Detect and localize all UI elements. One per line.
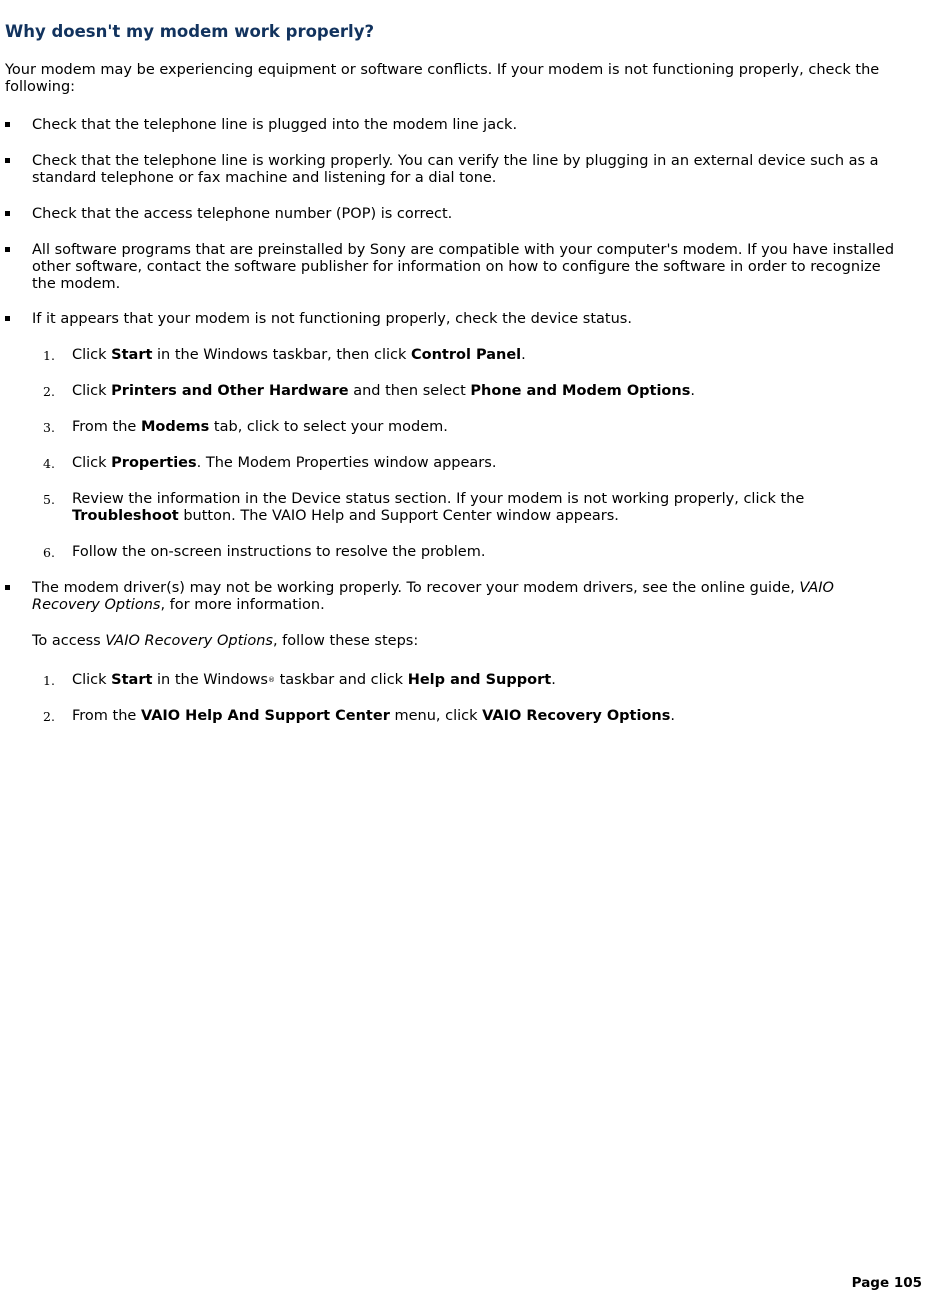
bullet-square-icon — [5, 122, 10, 127]
bullet-text: The modem driver(s) may not be working properly. To recover your modem drivers, see the online guide, VAIO Recovery Options, for more information. — [32, 580, 834, 613]
step-number: 4. — [43, 456, 55, 471]
step-number: 1. — [43, 348, 55, 363]
registered-mark: ® — [268, 676, 275, 684]
step-item — [43, 347, 893, 364]
recovery-options-label: VAIO Recovery Options — [482, 708, 671, 724]
step-item — [43, 544, 893, 561]
control-panel-label: Control Panel — [411, 347, 522, 363]
intro-paragraph: Your modem may be experiencing equipment or software conflicts. If your modem is not functioning properly, check the following: — [5, 62, 880, 95]
step-item — [43, 708, 893, 725]
printers-hardware-label: Printers and Other Hardware — [111, 383, 349, 399]
step-text: Click Printers and Other Hardware and then select Phone and Modem Options. — [72, 383, 695, 399]
step-text: Click Start in the Windows taskbar, then click Control Panel. — [72, 347, 526, 363]
step-text: From the Modems tab, click to select your modem. — [72, 419, 448, 435]
step-number: 6. — [43, 545, 55, 560]
list-item — [5, 206, 900, 223]
bullet-square-icon — [5, 211, 10, 216]
start-label: Start — [111, 672, 153, 688]
bullet-square-icon — [5, 158, 10, 163]
step-text: Follow the on-screen instructions to resolve the problem. — [72, 544, 486, 560]
list-item — [5, 580, 900, 614]
step-text: Review the information in the Device status section. If your modem is not working properly, click the Troubleshoot button. The VAIO Help and Support Center window appears. — [72, 491, 805, 524]
bullet-square-icon — [5, 585, 10, 590]
troubleshoot-label: Troubleshoot — [72, 508, 179, 524]
properties-label: Properties — [111, 455, 197, 471]
help-center-menu-label: VAIO Help And Support Center — [140, 708, 390, 724]
bullet-square-icon — [5, 316, 10, 321]
guide-title: VAIO Recovery Options — [105, 633, 273, 649]
step-item — [43, 491, 893, 525]
list-item — [5, 117, 900, 134]
page-number: Page 105 — [851, 1275, 922, 1291]
list-item — [5, 153, 900, 187]
step-item — [43, 383, 893, 400]
help-support-label: Help and Support — [407, 672, 552, 688]
step-number: 2. — [43, 709, 55, 724]
step-text: Click Start in the Windows® taskbar and click Help and Support. — [72, 672, 556, 688]
start-label: Start — [111, 347, 153, 363]
step-number: 5. — [43, 492, 55, 507]
list-item — [5, 242, 900, 293]
step-number: 2. — [43, 384, 55, 399]
list-item — [5, 311, 900, 328]
step-number: 3. — [43, 420, 55, 435]
access-paragraph: To access VAIO Recovery Options, follow these steps: — [32, 633, 419, 649]
phone-modem-options-label: Phone and Modem Options — [470, 383, 691, 399]
page-title: Why doesn't my modem work properly? — [5, 22, 375, 41]
modems-tab-label: Modems — [140, 419, 210, 435]
bullet-text: Check that the access telephone number (POP) is correct. — [32, 206, 453, 222]
bullet-text: All software programs that are preinstalled by Sony are compatible with your computer's modem. If you have installed other software, contact the software publisher for information on how to configure the software in order to recognize the modem. — [32, 242, 895, 292]
bullet-text: If it appears that your modem is not functioning properly, check the device status. — [32, 311, 632, 327]
step-item — [43, 419, 893, 436]
step-text: Click Properties. The Modem Properties window appears. — [72, 455, 497, 471]
bullet-square-icon — [5, 247, 10, 252]
bullet-text: Check that the telephone line is working properly. You can verify the line by plugging in an external device such as a standard telephone or fax machine and listening for a dial tone. — [32, 153, 879, 186]
step-item — [43, 455, 893, 472]
guide-title: VAIO Recovery Options — [32, 580, 834, 613]
step-number: 1. — [43, 673, 55, 688]
step-item — [43, 672, 893, 689]
step-text: From the VAIO Help And Support Center menu, click VAIO Recovery Options. — [72, 708, 675, 724]
bullet-text: Check that the telephone line is plugged into the modem line jack. — [32, 117, 518, 133]
